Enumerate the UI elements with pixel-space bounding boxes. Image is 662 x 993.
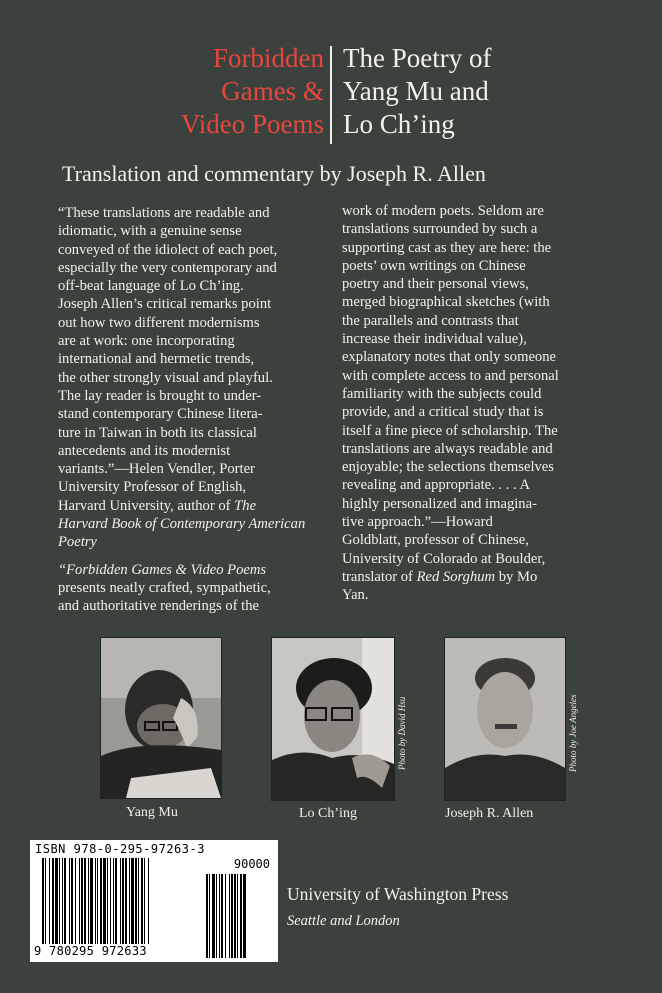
blurb-line: Joseph Allen’s critical remarks point — [58, 296, 272, 313]
barcode-addon-bar — [221, 874, 223, 958]
blurb-line: “These translations are readable and — [58, 205, 270, 221]
publisher-name: University of Washington Press — [287, 884, 509, 904]
barcode-bar — [45, 858, 46, 944]
isbn-barcode — [30, 840, 278, 962]
blurb-line: University of Colorado at Boulder, — [342, 550, 546, 567]
barcode-bar — [62, 858, 63, 944]
photo-yang-mu — [100, 637, 222, 799]
blurb-line: the parallels and contrasts that — [342, 312, 519, 329]
blurb-line — [58, 515, 328, 533]
blurb-line: highly personalized and imagina- — [342, 495, 537, 512]
blurb-line: especially the very contemporary and — [58, 259, 277, 276]
blurb-line: poetry and their personal views, — [342, 276, 529, 293]
title-left-line-3: Video Poems — [180, 109, 324, 139]
goldblatt-quote-start — [58, 561, 328, 616]
blurb-line: ture in Taiwan in both its classical — [58, 424, 257, 441]
price-code: 90000 — [233, 857, 270, 871]
title-divider — [330, 46, 332, 144]
blurb-line: work of modern poets. Seldom are — [342, 203, 544, 219]
barcode-bar — [64, 858, 66, 944]
vendler-quote — [58, 204, 328, 552]
barcode-bar — [113, 858, 114, 944]
book-title-italic: The — [234, 497, 257, 514]
barcode-bar — [95, 858, 96, 944]
blurb-right-column — [342, 202, 612, 605]
barcode-bar — [49, 858, 50, 944]
barcode-addon-bar — [240, 874, 242, 958]
blurb-line: poets’ own writings on Chinese — [342, 257, 526, 274]
barcode-bar — [100, 858, 102, 944]
blurb-line: Yan. — [342, 587, 369, 604]
barcode-bar — [148, 858, 149, 944]
barcode-bar — [55, 858, 58, 944]
caption-yang-mu: Yang Mu — [126, 805, 178, 820]
blurb-line: are at work: one incorporating — [58, 333, 235, 350]
barcode-addon-bar — [231, 874, 233, 958]
blurb-line: increase their individual value), — [342, 331, 527, 348]
blurb-line: translations surrounded by such a — [342, 221, 538, 238]
blurb-line: revealing and appropriate. . . . A — [342, 477, 531, 494]
blurb-line: the other strongly visual and playful. — [58, 369, 273, 386]
barcode-bar — [110, 858, 111, 944]
goldblatt-quote-continued — [342, 202, 612, 605]
book-title-italic: Red Sorghum — [416, 568, 496, 585]
barcode-addon-bar — [209, 874, 210, 958]
barcode-bar — [42, 858, 44, 944]
blurb-line: The lay reader is brought to under- — [58, 387, 262, 404]
blurb-line: antecedents and its modernist — [58, 442, 231, 459]
barcode-bar — [138, 858, 139, 944]
barcode-bar — [120, 858, 121, 944]
barcode-bar — [97, 858, 98, 944]
subtitle-translator: Translation and commentary by Joseph R. Allen — [62, 161, 486, 186]
blurb-line: variants.”—Helen Vendler, Porter — [58, 461, 255, 478]
barcode-bar — [52, 858, 54, 944]
blurb-line: University Professor of English, — [58, 479, 247, 496]
blurb-line: explanatory notes that only someone — [342, 349, 556, 366]
barcode-addon-bar — [212, 874, 215, 958]
blurb-line: enjoyable; the selections themselves — [342, 459, 554, 476]
title-right-line-2: Yang Mu and — [343, 76, 489, 106]
barcode-addon-bar — [216, 874, 217, 958]
blurb-text: Harvard University, author of — [58, 497, 231, 514]
barcode-addon-bar — [229, 874, 230, 958]
barcode-addon-bar — [225, 874, 226, 958]
blurb-line: merged biographical sketches (with — [342, 294, 550, 311]
blurb-line: international and hermetic trends, — [58, 351, 255, 368]
title-left-line-2: Games & — [221, 76, 324, 106]
barcode-bar — [69, 858, 70, 944]
title-right-line-3: Lo Ch’ing — [343, 109, 455, 139]
barcode-bar — [90, 858, 93, 944]
barcode-addon-bar — [234, 874, 236, 958]
barcode-bar — [125, 858, 127, 944]
blurb-line: stand contemporary Chinese litera- — [58, 406, 263, 423]
blurb-text: by Mo — [498, 568, 538, 585]
portrait-lo-ching — [272, 638, 394, 800]
blurb-line: translations are always readable and — [342, 440, 553, 457]
barcode-bar — [88, 858, 89, 944]
blurb-line: supporting cast as they are here: the — [342, 239, 552, 256]
barcode-bar — [79, 858, 80, 944]
title-poetry-of — [343, 42, 643, 141]
barcode-bar — [129, 858, 130, 944]
publisher-location: Seattle and London — [287, 913, 400, 929]
blurb-line: off-beat language of Lo Ch’ing. — [58, 278, 244, 295]
barcode-addon-bar — [243, 874, 246, 958]
blurb-line: tive approach.”—Howard — [342, 514, 493, 531]
barcode-addon-bar — [219, 874, 220, 958]
photo-credit-david-hsu: Photo by David Hsu — [397, 696, 407, 770]
title-forbidden-games — [44, 42, 324, 141]
photo-credit-joe-angeles: Photo by Joe Angeles — [568, 694, 578, 772]
barcode-digits: 9 780295 972633 — [34, 944, 147, 958]
barcode-bar — [135, 858, 137, 944]
barcode-addon-bar — [237, 874, 238, 958]
blurb-line: and authoritative renderings of the — [58, 598, 259, 615]
blurb-line — [58, 561, 328, 579]
blurb-line: provide, and a critical study that is — [342, 404, 544, 421]
barcode-addon-bar — [206, 874, 208, 958]
barcode-bar — [71, 858, 73, 944]
blurb-line: Goldblatt, professor of Chinese, — [342, 532, 529, 549]
barcode-bar — [131, 858, 134, 944]
blurb-text: translator of — [342, 568, 413, 585]
blurb-line: out how two different modernisms — [58, 314, 260, 331]
portrait-yang-mu — [101, 638, 221, 798]
barcode-bar — [144, 858, 145, 944]
portrait-joseph-allen — [445, 638, 565, 800]
blurb-line: familiarity with the subjects could — [342, 385, 542, 402]
title-right-line-1: The Poetry of — [343, 43, 492, 73]
barcode-bar — [107, 858, 108, 944]
book-title-italic: “Forbidden Games & Video Poems — [58, 561, 267, 578]
barcode-bar — [103, 858, 106, 944]
blurb-line — [58, 497, 328, 515]
blurb-line: presents neatly crafted, sympathetic, — [58, 579, 271, 596]
blurb-line: with complete access to and personal — [342, 367, 559, 384]
blurb-line: conveyed of the idiolect of each poet, — [58, 241, 278, 258]
blurb-line: itself a fine piece of scholarship. The — [342, 422, 558, 439]
photo-lo-ching — [271, 637, 395, 801]
title-left-line-1: Forbidden — [213, 43, 324, 73]
book-title-italic: Harvard Book of Contemporary American — [58, 516, 306, 533]
blurb-line: idiomatic, with a genuine sense — [58, 223, 242, 240]
book-title-italic: Poetry — [58, 534, 97, 551]
barcode-bar — [122, 858, 124, 944]
photo-joseph-allen — [444, 637, 566, 801]
blurb-line — [342, 568, 612, 586]
blurb-left-column — [58, 204, 328, 616]
caption-lo-ching: Lo Ch’ing — [299, 806, 357, 821]
barcode-bar — [75, 858, 76, 944]
barcode-bar — [141, 858, 143, 944]
blurb-line — [58, 533, 328, 551]
barcode-bar — [115, 858, 117, 944]
barcode-bar — [59, 858, 60, 944]
isbn-text: ISBN 978-0-295-97263-3 — [35, 842, 205, 856]
barcode-bar — [84, 858, 86, 944]
caption-joseph-allen: Joseph R. Allen — [445, 806, 534, 821]
barcode-bar — [81, 858, 83, 944]
